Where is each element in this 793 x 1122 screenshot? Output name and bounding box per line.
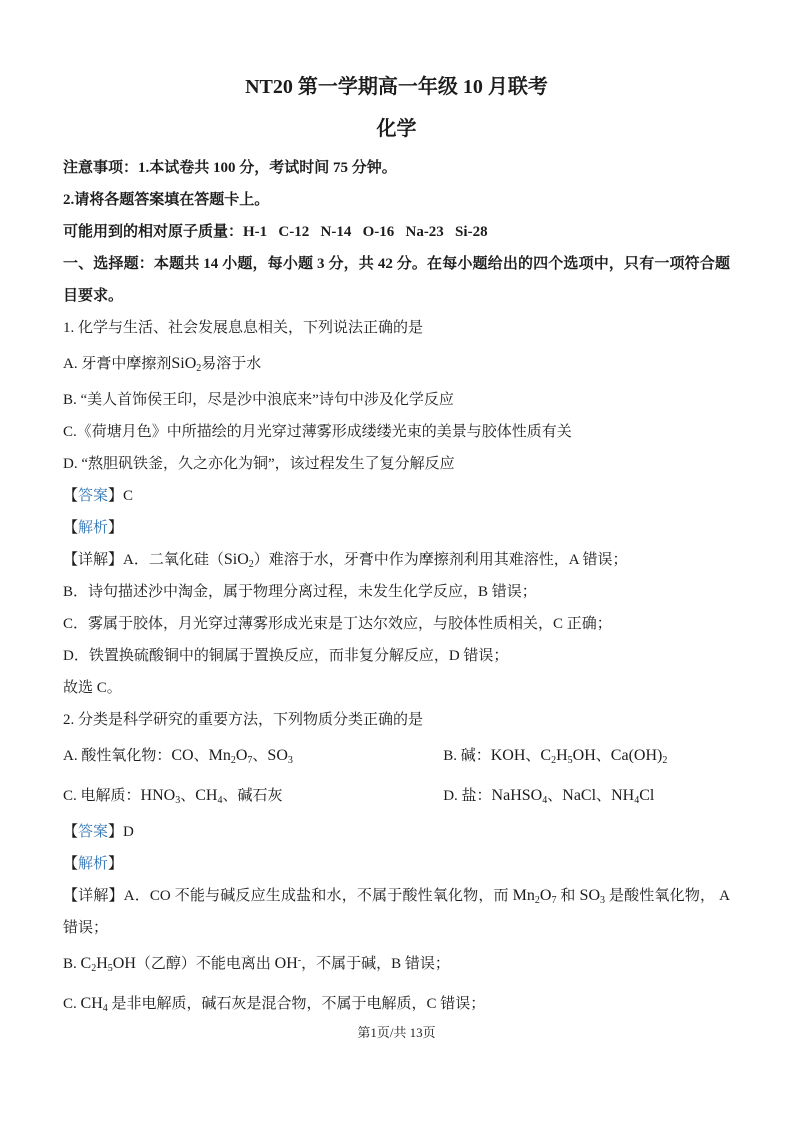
text-run: 是非电解质，碱石灰是混合物，不属于电解质，C 错误； (107, 996, 486, 1012)
text-run: ）难溶于水，牙膏中作为摩擦剂利用其难溶性，A 错误； (253, 552, 628, 568)
text-run: B. (63, 956, 81, 972)
text-run: 【详解】A．CO 不能与碱反应生成盐和水，不属于酸性氧化物，而 (63, 888, 513, 904)
text-run: 【详解】A．二氧化硅（ (63, 552, 224, 568)
chem-formula: $C_2H_5OH$ (80, 955, 136, 974)
question-2-options-ab (63, 736, 730, 776)
question-2-explain-a (63, 880, 734, 944)
text-run: C．雾属于胶体，月光穿过薄雾形成光束是丁达尔效应，与胶体性质相关，C 正确； (63, 616, 612, 632)
text-run: 2.请将各题答案填在答题卡上。 (63, 192, 270, 208)
exam-subject: 化学 (376, 118, 417, 140)
text-run: 、 (525, 748, 541, 764)
chem-formula: $CH_4$ (195, 787, 223, 806)
question-1-option-c (63, 416, 730, 448)
question-1-analysis-label (63, 512, 730, 544)
blue-label: 解析 (78, 856, 109, 872)
question-1-stem (63, 312, 730, 344)
blue-label: 答案 (78, 824, 109, 840)
text-run: 故选 C。 (63, 680, 122, 696)
chem-formula: CO (171, 747, 194, 764)
text-run: C. 电解质： (63, 788, 141, 804)
chem-formula: $SO_3$ (579, 887, 605, 906)
question-2-explain-b (63, 944, 730, 984)
text-run: 】 (108, 520, 124, 536)
text-run: 可能用到的相对原子质量：H-1 C-12 N-14 O-16 Na-23 Si-28 (63, 224, 488, 240)
chem-formula: $Ca(OH)_2$ (610, 747, 668, 766)
chem-formula: $C_2H_5OH$ (540, 747, 596, 766)
option-cell (63, 776, 443, 816)
chem-formula: $HNO_3$ (140, 787, 181, 806)
text-run: 、 (547, 788, 563, 804)
question-1-option-a (63, 344, 730, 384)
text-run: 、 (252, 748, 268, 764)
chem-formula: SiO$_2$ (223, 551, 254, 570)
text-run: D．铁置换硫酸铜中的铜属于置换反应，而非复分解反应，D 错误； (63, 648, 509, 664)
question-1-explain-b (63, 576, 730, 608)
atomic-mass-line (63, 216, 730, 248)
question-1-explain-d (63, 640, 730, 672)
text-run: 【 (63, 856, 79, 872)
text-run: C. (63, 996, 81, 1012)
text-run: A. 牙膏中摩擦剂 (63, 356, 172, 372)
text-run: A. 酸性氧化物： (63, 748, 172, 764)
text-run: 、 (193, 748, 209, 764)
text-run: 是酸性氧化物， A 错误； (63, 888, 734, 936)
chem-formula: $SO_3$ (267, 747, 293, 766)
text-run: C.《荷塘月色》中所描绘的月光穿过薄雾形成缕缕光束的美景与胶体性质有关 (63, 424, 572, 440)
blue-label: 解析 (78, 520, 109, 536)
page-number-footer: 第1页/共 13页 (357, 1025, 436, 1040)
option-cell (63, 736, 443, 776)
question-1-option-d (63, 448, 730, 480)
exam-title: NT20 第一学期高一年级 10 月联考 (245, 76, 548, 98)
text-run: D. 盐： (443, 788, 492, 804)
text-run: 注意事项：1.本试卷共 100 分，考试时间 75 分钟。 (63, 160, 397, 176)
question-2-options-cd (63, 776, 730, 816)
text-run: 和 (556, 888, 580, 904)
chem-formula: $Mn_2O_7$ (512, 887, 557, 906)
question-1-explain-a (63, 544, 730, 576)
text-run: 【 (63, 824, 79, 840)
document-body (63, 152, 734, 1024)
text-run: 2. 分类是科学研究的重要方法，下列物质分类正确的是 (63, 712, 424, 728)
question-2-explain-c (63, 984, 730, 1024)
text-run: （乙醇）不能电离出 (135, 956, 275, 972)
section-1-header (63, 248, 730, 312)
blue-label: 答案 (78, 488, 109, 504)
chem-formula: $NH_4Cl$ (611, 787, 655, 806)
chem-formula: KOH (490, 747, 526, 764)
chem-formula: $CH_4$ (80, 995, 108, 1014)
text-run: 1. 化学与生活、社会发展息息相关，下列说法正确的是 (63, 320, 424, 336)
chem-formula: SiO$_2$ (171, 355, 202, 374)
chem-formula: $Mn_2O_7$ (208, 747, 253, 766)
question-1-explain-c (63, 608, 730, 640)
question-2-answer (63, 816, 730, 848)
text-run: 】C (108, 488, 134, 504)
question-2-analysis-label (63, 848, 730, 880)
text-run: 】D (108, 824, 134, 840)
text-run: 易溶于水 (201, 356, 262, 372)
text-run: 、碱石灰 (222, 788, 283, 804)
text-run: 、 (595, 748, 611, 764)
question-1-option-b (63, 384, 730, 416)
text-run: 、 (596, 788, 612, 804)
option-cell (443, 736, 730, 776)
text-run: ，不属于碱，B 错误； (301, 956, 450, 972)
notice-line-2 (63, 184, 730, 216)
text-run: B. 碱： (443, 748, 491, 764)
text-run: 【 (63, 520, 79, 536)
text-run: B. “美人首饰侯王印，尽是沙中浪底来”诗句中涉及化学反应 (63, 392, 454, 408)
chem-formula: OH- (274, 955, 302, 972)
notice-line-1 (63, 152, 730, 184)
text-run: 一、选择题：本题共 14 小题，每小题 3 分，共 42 分。在每小题给出的四个选项中，只有一项符合题目要求。 (63, 256, 730, 304)
text-run: B．诗句描述沙中淘金，属于物理分离过程，未发生化学反应，B 错误； (63, 584, 537, 600)
text-run: 】 (108, 856, 124, 872)
option-cell (443, 776, 730, 816)
question-2-stem (63, 704, 730, 736)
text-run: 、 (180, 788, 196, 804)
chem-formula: NaCl (562, 787, 597, 804)
text-run: 【 (63, 488, 79, 504)
chem-formula: NaHSO$_4$ (491, 787, 548, 806)
question-1-conclusion (63, 672, 730, 704)
text-run: D. “熬胆矾铁釜，久之亦化为铜”，该过程发生了复分解反应 (63, 456, 455, 472)
question-1-answer (63, 480, 730, 512)
